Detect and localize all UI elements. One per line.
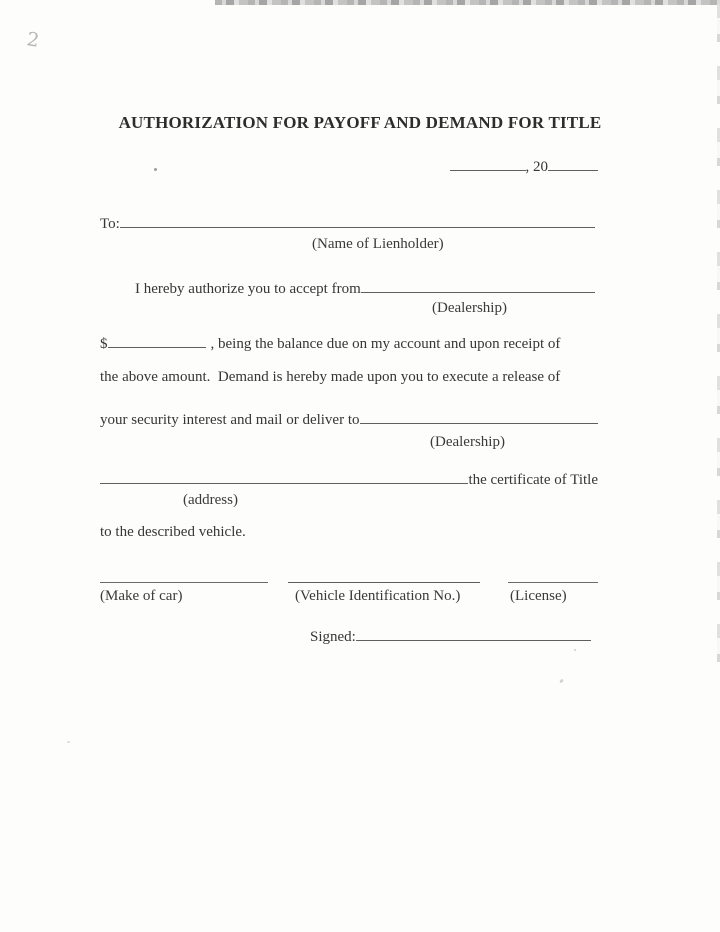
scan-speck: [67, 741, 70, 743]
signature-field[interactable]: [356, 627, 591, 641]
amount-clause-text: , being the balance due on my account and upon receipt of: [210, 336, 561, 352]
lienholder-caption: (Name of Lienholder): [312, 236, 444, 252]
address-field[interactable]: [100, 470, 468, 484]
make-of-car-field[interactable]: [100, 582, 268, 583]
signed-row: [310, 627, 591, 646]
vin-caption: (Vehicle Identification No.): [295, 588, 461, 604]
authorize-row: [135, 279, 595, 298]
license-caption: (License): [510, 588, 567, 604]
date-row: [450, 157, 598, 176]
certificate-clause-text: the certificate of Title: [468, 472, 598, 488]
scan-speck: [559, 679, 564, 684]
license-field[interactable]: [508, 582, 598, 583]
scan-speck: [154, 168, 157, 171]
currency-prefix-label: $: [100, 336, 108, 352]
page-number-pencil-mark: 2: [25, 28, 41, 52]
authorize-lead-text: I hereby authorize you to accept from: [135, 281, 361, 297]
amount-field[interactable]: [108, 334, 206, 348]
deliver-lead-text: your security interest and mail or deliver to: [100, 412, 360, 428]
deliver-row: [100, 410, 598, 429]
to-label: To:: [100, 216, 120, 232]
signed-label: Signed:: [310, 629, 356, 645]
vin-field[interactable]: [288, 582, 480, 583]
lienholder-name-field[interactable]: [120, 214, 595, 228]
scan-speck: [574, 649, 576, 651]
amount-row: [100, 334, 600, 353]
make-of-car-caption: (Make of car): [100, 588, 183, 604]
date-year-prefix-label: , 20: [525, 159, 548, 175]
scan-artifact-top-edge: [215, 0, 720, 5]
year-field[interactable]: [548, 157, 598, 171]
to-row: [100, 214, 595, 233]
dealership-field-1[interactable]: [361, 279, 595, 293]
demand-clause-text: the above amount. Demand is hereby made upon you to execute a release of: [100, 369, 561, 385]
dealership-caption-2: (Dealership): [430, 434, 505, 450]
vehicle-clause-text: to the described vehicle.: [100, 524, 246, 540]
certificate-row: [100, 470, 598, 489]
address-caption: (address): [183, 492, 238, 508]
dealership-field-2[interactable]: [360, 410, 598, 424]
date-field[interactable]: [450, 157, 526, 171]
dealership-caption-1: (Dealership): [432, 300, 507, 316]
form-title: AUTHORIZATION FOR PAYOFF AND DEMAND FOR TITLE: [118, 113, 602, 132]
